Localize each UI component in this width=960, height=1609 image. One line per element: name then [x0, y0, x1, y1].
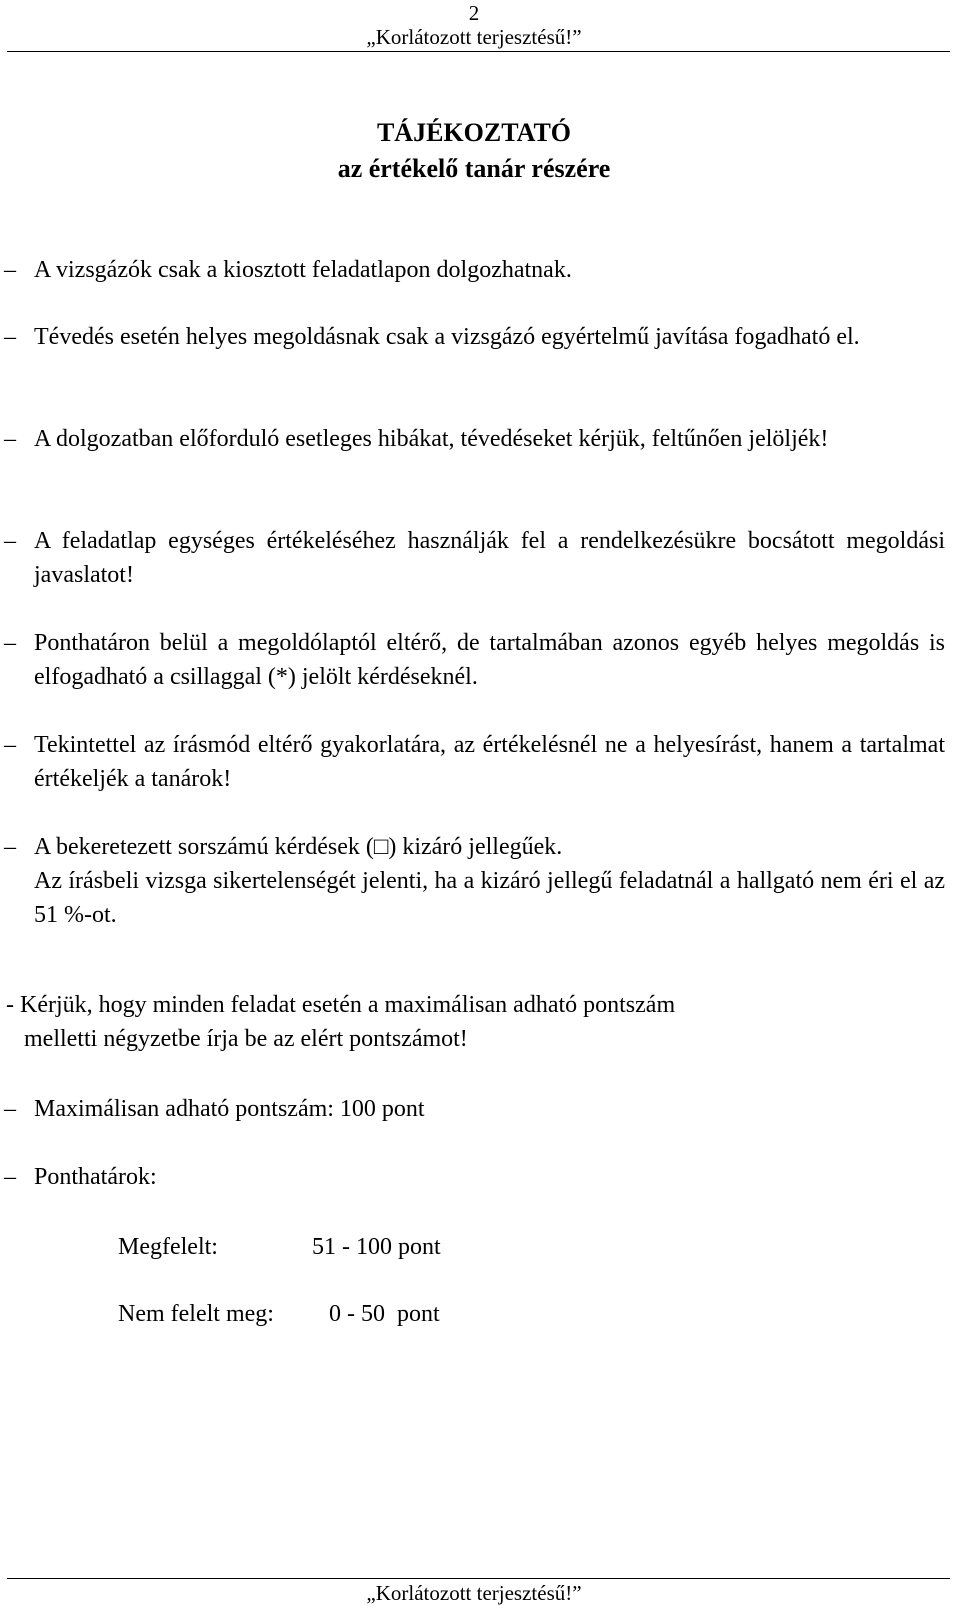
instruction-line-1: - Kérjük, hogy minden feladat esetén a maximálisan adható pontszám	[6, 992, 676, 1018]
title-line-2: az értékelő tanár részére	[337, 154, 611, 183]
grade-label-fail: Nem felelt meg:	[118, 1301, 274, 1327]
bullet-text: A vizsgázók csak a kiosztott feladatlapon dolgozhatnak.	[34, 257, 572, 283]
header-divider	[7, 51, 950, 52]
bullet-text: Tévedés esetén helyes megoldásnak csak a vizsgázó egyértelmű javítása fogadható el.	[34, 324, 860, 350]
dash-bullet: –	[4, 1096, 16, 1122]
footer-divider	[7, 1578, 950, 1579]
footer-restriction-notice: „Korlátozott terjesztésű!”	[366, 1581, 582, 1605]
grade-range-pass: 51 - 100 pont	[312, 1234, 441, 1260]
bullet-text: Tekintettel az írásmód eltérő gyakorlatára, az értékelésnél ne a helyesírást, hanem a tartalmat értékeljék a tanárok!	[34, 732, 945, 792]
grade-row-fail	[118, 1297, 440, 1331]
bullet-item-5	[4, 626, 945, 694]
dash-bullet: –	[4, 324, 16, 350]
bullet-item-3	[4, 422, 945, 456]
grade-range-fail: 0 - 50 pont	[329, 1301, 440, 1327]
bullet-text: Ponthatárok:	[34, 1164, 157, 1190]
bullet-text: A dolgozatban előforduló esetleges hibákat, tévedéseket kérjük, feltűnően jelöljék!	[34, 426, 829, 452]
bullet-item-4	[4, 524, 945, 592]
dash-bullet: –	[4, 1164, 16, 1190]
bullet-text: A feladatlap egységes értékeléséhez használják fel a rendelkezésükre bocsátott megoldási javaslatot!	[34, 528, 945, 588]
document-title	[0, 115, 948, 187]
instruction-line-2: melletti négyzetbe írja be az elért pontszámot!	[24, 1026, 468, 1052]
page-number: 2	[468, 1, 480, 25]
bullet-item-max-score	[4, 1092, 945, 1126]
header-restriction-notice: „Korlátozott terjesztésű!”	[366, 25, 582, 49]
dash-bullet: –	[4, 426, 16, 452]
grade-label-pass: Megfelelt:	[118, 1234, 218, 1260]
dash-bullet: –	[4, 257, 16, 283]
dash-bullet: –	[4, 528, 16, 554]
bullet-text: Ponthatáron belül a megoldólaptól eltérő, de tartalmában azonos egyéb helyes megoldás is elfogadható a csillaggal (*) jelölt kérdéseknél.	[34, 630, 945, 690]
dash-bullet: –	[4, 732, 16, 758]
dash-bullet: –	[4, 630, 16, 656]
dash-bullet: –	[4, 834, 16, 860]
bullet-text: Maximálisan adható pontszám: 100 pont	[34, 1096, 425, 1122]
title-line-1: TÁJÉKOZTATÓ	[376, 118, 572, 147]
bullet-item-7	[4, 830, 945, 932]
bullet-item-thresholds	[4, 1160, 945, 1194]
bullet-item-2	[4, 320, 945, 354]
bullet-text-line-2: Az írásbeli vizsga sikertelenségét jelenti, ha a kizáró jellegű feladatnál a hallgató nem éri el az 51 %-ot.	[34, 868, 945, 928]
bullet-item-1	[4, 253, 945, 287]
grade-row-pass	[118, 1230, 441, 1264]
bullet-text-line-1: A bekeretezett sorszámú kérdések (□) kizáró jellegűek.	[34, 834, 563, 860]
bullet-item-6	[4, 728, 945, 796]
